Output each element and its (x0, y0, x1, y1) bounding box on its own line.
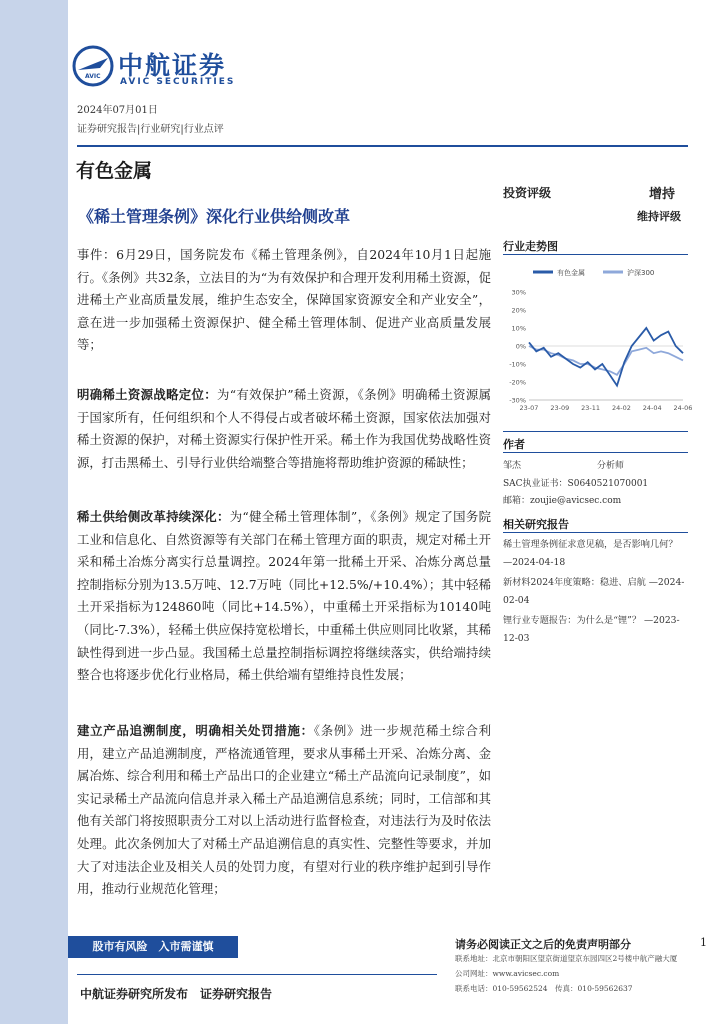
y-tick-label: -30% (509, 396, 526, 405)
rating-value: 增持 (649, 187, 676, 202)
y-tick-label: 30% (511, 288, 526, 297)
series-line (529, 328, 683, 386)
logo-name-en: AVIC SECURITIES (120, 77, 236, 87)
x-tick-label: 24-06 (673, 404, 693, 412)
y-tick-label: -20% (509, 378, 526, 387)
avic-logo-icon (72, 44, 114, 88)
related-item[interactable]: 锂行业专题报告：为什么是“锂”？ —2023-12-03 (503, 615, 680, 644)
related-heading: 相关研究报告 (503, 518, 569, 531)
paragraph-supply-reform: 稀土供给侧改革持续深化：为“健全稀土管理体制”，《条例》规定了国务院工业和信息化、自然资源等有关部门在稀土管理方面的职责，规定对稀土开采和稀土冶炼分离实行总量调控。2024年第一批稀土开采、冶炼分离总量控制指标分别为13.5万吨、12.7万吨（同比+12.5%/+10.4%）；其中轻稀土开采指标为124860吨（同比+14.5%），中重稀土开采指标为10140吨（同比-7.3%），轻稀土供应保持宽松增长，中重稀土供应则同比收紧，其稀缺性得到进一步凸显。我国稀土总量控制指标调控将继续落实，供给端持续整合也将逐步优化行业格局，稀土供给端有望维持良性发展； (77, 509, 492, 683)
x-tick-label: 23-09 (550, 404, 570, 412)
industry-name: 有色金属 (76, 160, 153, 182)
related-item[interactable]: 新材料2024年度策略：稳进、启航 —2024-02-04 (503, 577, 685, 606)
page-number: 1 (700, 936, 707, 949)
author-heading: 作者 (503, 438, 525, 451)
author-name: 邹杰 (503, 461, 522, 471)
report-date: 2024年07月01日 (77, 105, 158, 116)
paragraph-event: 事件：6月29日，国务院发布《稀土管理条例》，自2024年10月1日起施行。《条例》共32条，立法目的为“为有效保护和合理开发利用稀土资源，促进稀土产业高质量发展，维护生态安全，保障国家资源安全和产业安全”，意在进一步加强稀土资源保护、健全稀土管理体制、促进产业高质量发展等； (77, 247, 491, 353)
y-tick-label: 10% (511, 324, 526, 333)
left-sidebar-band (0, 0, 68, 1024)
trend-rule (503, 254, 688, 255)
company-logo (72, 44, 252, 94)
logo-name-cn: 中航证券 (118, 51, 227, 80)
trend-heading: 行业走势图 (503, 240, 558, 253)
legend-label: 沪深300 (627, 269, 655, 277)
related-item[interactable]: 稀土管理条例征求意见稿，是否影响几何？ —2024-04-18 (503, 539, 678, 568)
author-email: 邮箱：zoujie@avicsec.com (503, 496, 622, 506)
report-title: 《稀土管理条例》深化行业供给侧改革 (78, 207, 351, 226)
report-category: 证券研究报告|行业研究|行业点评 (77, 124, 224, 135)
contact-website: 公司网址：www.avicsec.com (455, 969, 560, 978)
x-tick-label: 23-11 (581, 404, 601, 412)
y-tick-label: -10% (509, 360, 526, 369)
related-list (503, 536, 688, 650)
rating-sub: 维持评级 (637, 210, 681, 223)
legend-label: 有色金属 (557, 269, 585, 277)
risk-banner: 股市有风险 入市需谨慎 (68, 936, 238, 958)
contact-address: 联系地址：北京市朝阳区望京街道望京东园四区2号楼中航产融大厦 (455, 954, 678, 963)
author-rule (503, 452, 688, 453)
publisher-line: 中航证券研究所发布 证券研究报告 (80, 987, 273, 1001)
author-rule-top (503, 431, 688, 432)
y-tick-label: 20% (511, 306, 526, 315)
author-role: 分析师 (597, 461, 625, 471)
svg-text:AVIC: AVIC (85, 73, 101, 80)
header-rule (77, 145, 688, 147)
footer-rule (77, 974, 437, 975)
y-tick-label: 0% (515, 342, 526, 351)
rating-label: 投资评级 (503, 186, 552, 200)
x-tick-label: 24-02 (611, 404, 631, 412)
author-sac: SAC执业证书：S0640521070001 (503, 479, 649, 489)
paragraph-traceability: 建立产品追溯制度，明确相关处罚措施：《条例》进一步规范稀土综合利用，建立产品追溯制度，严格流通管理，要求从事稀土开采、冶炼分离、金属冶炼、综合利用和稀土产品出口的企业建立“稀土产品流向记录制度”，如实记录稀土产品流向信息并录入稀土产品追溯信息系统；同时，工信部和其他有关部门将按照职责分工对以上活动进行监督检查，对违法行为及时依法处理。此次条例加大了对稀土产品追溯信息的真实性、完整性等要求，并加大了对违法企业及相关人员的处罚力度，有望对行业的秩序维护起到引导作用，推动行业规范化管理； (77, 723, 491, 897)
contact-phone: 联系电话：010-59562524 传真：010-59562637 (455, 984, 633, 993)
paragraph-strategic: 明确稀土资源战略定位：为“有效保护”稀土资源，《条例》明确稀土资源属于国家所有，任何组织和个人不得侵占或者破坏稀土资源，国家依法加强对稀土资源的保护，对稀土资源实行保护性开采。稀土作为我国优势战略性资源，打击黑稀土、引导行业供给端整合等措施将帮助维护资源的稀缺性； (77, 387, 492, 470)
related-rule (503, 532, 688, 533)
disclaimer-note: 请务必阅读正文之后的免责声明部分 (455, 938, 631, 951)
industry-trend-chart (503, 258, 693, 416)
x-tick-label: 24-04 (642, 404, 662, 412)
x-tick-label: 23-07 (519, 404, 539, 412)
